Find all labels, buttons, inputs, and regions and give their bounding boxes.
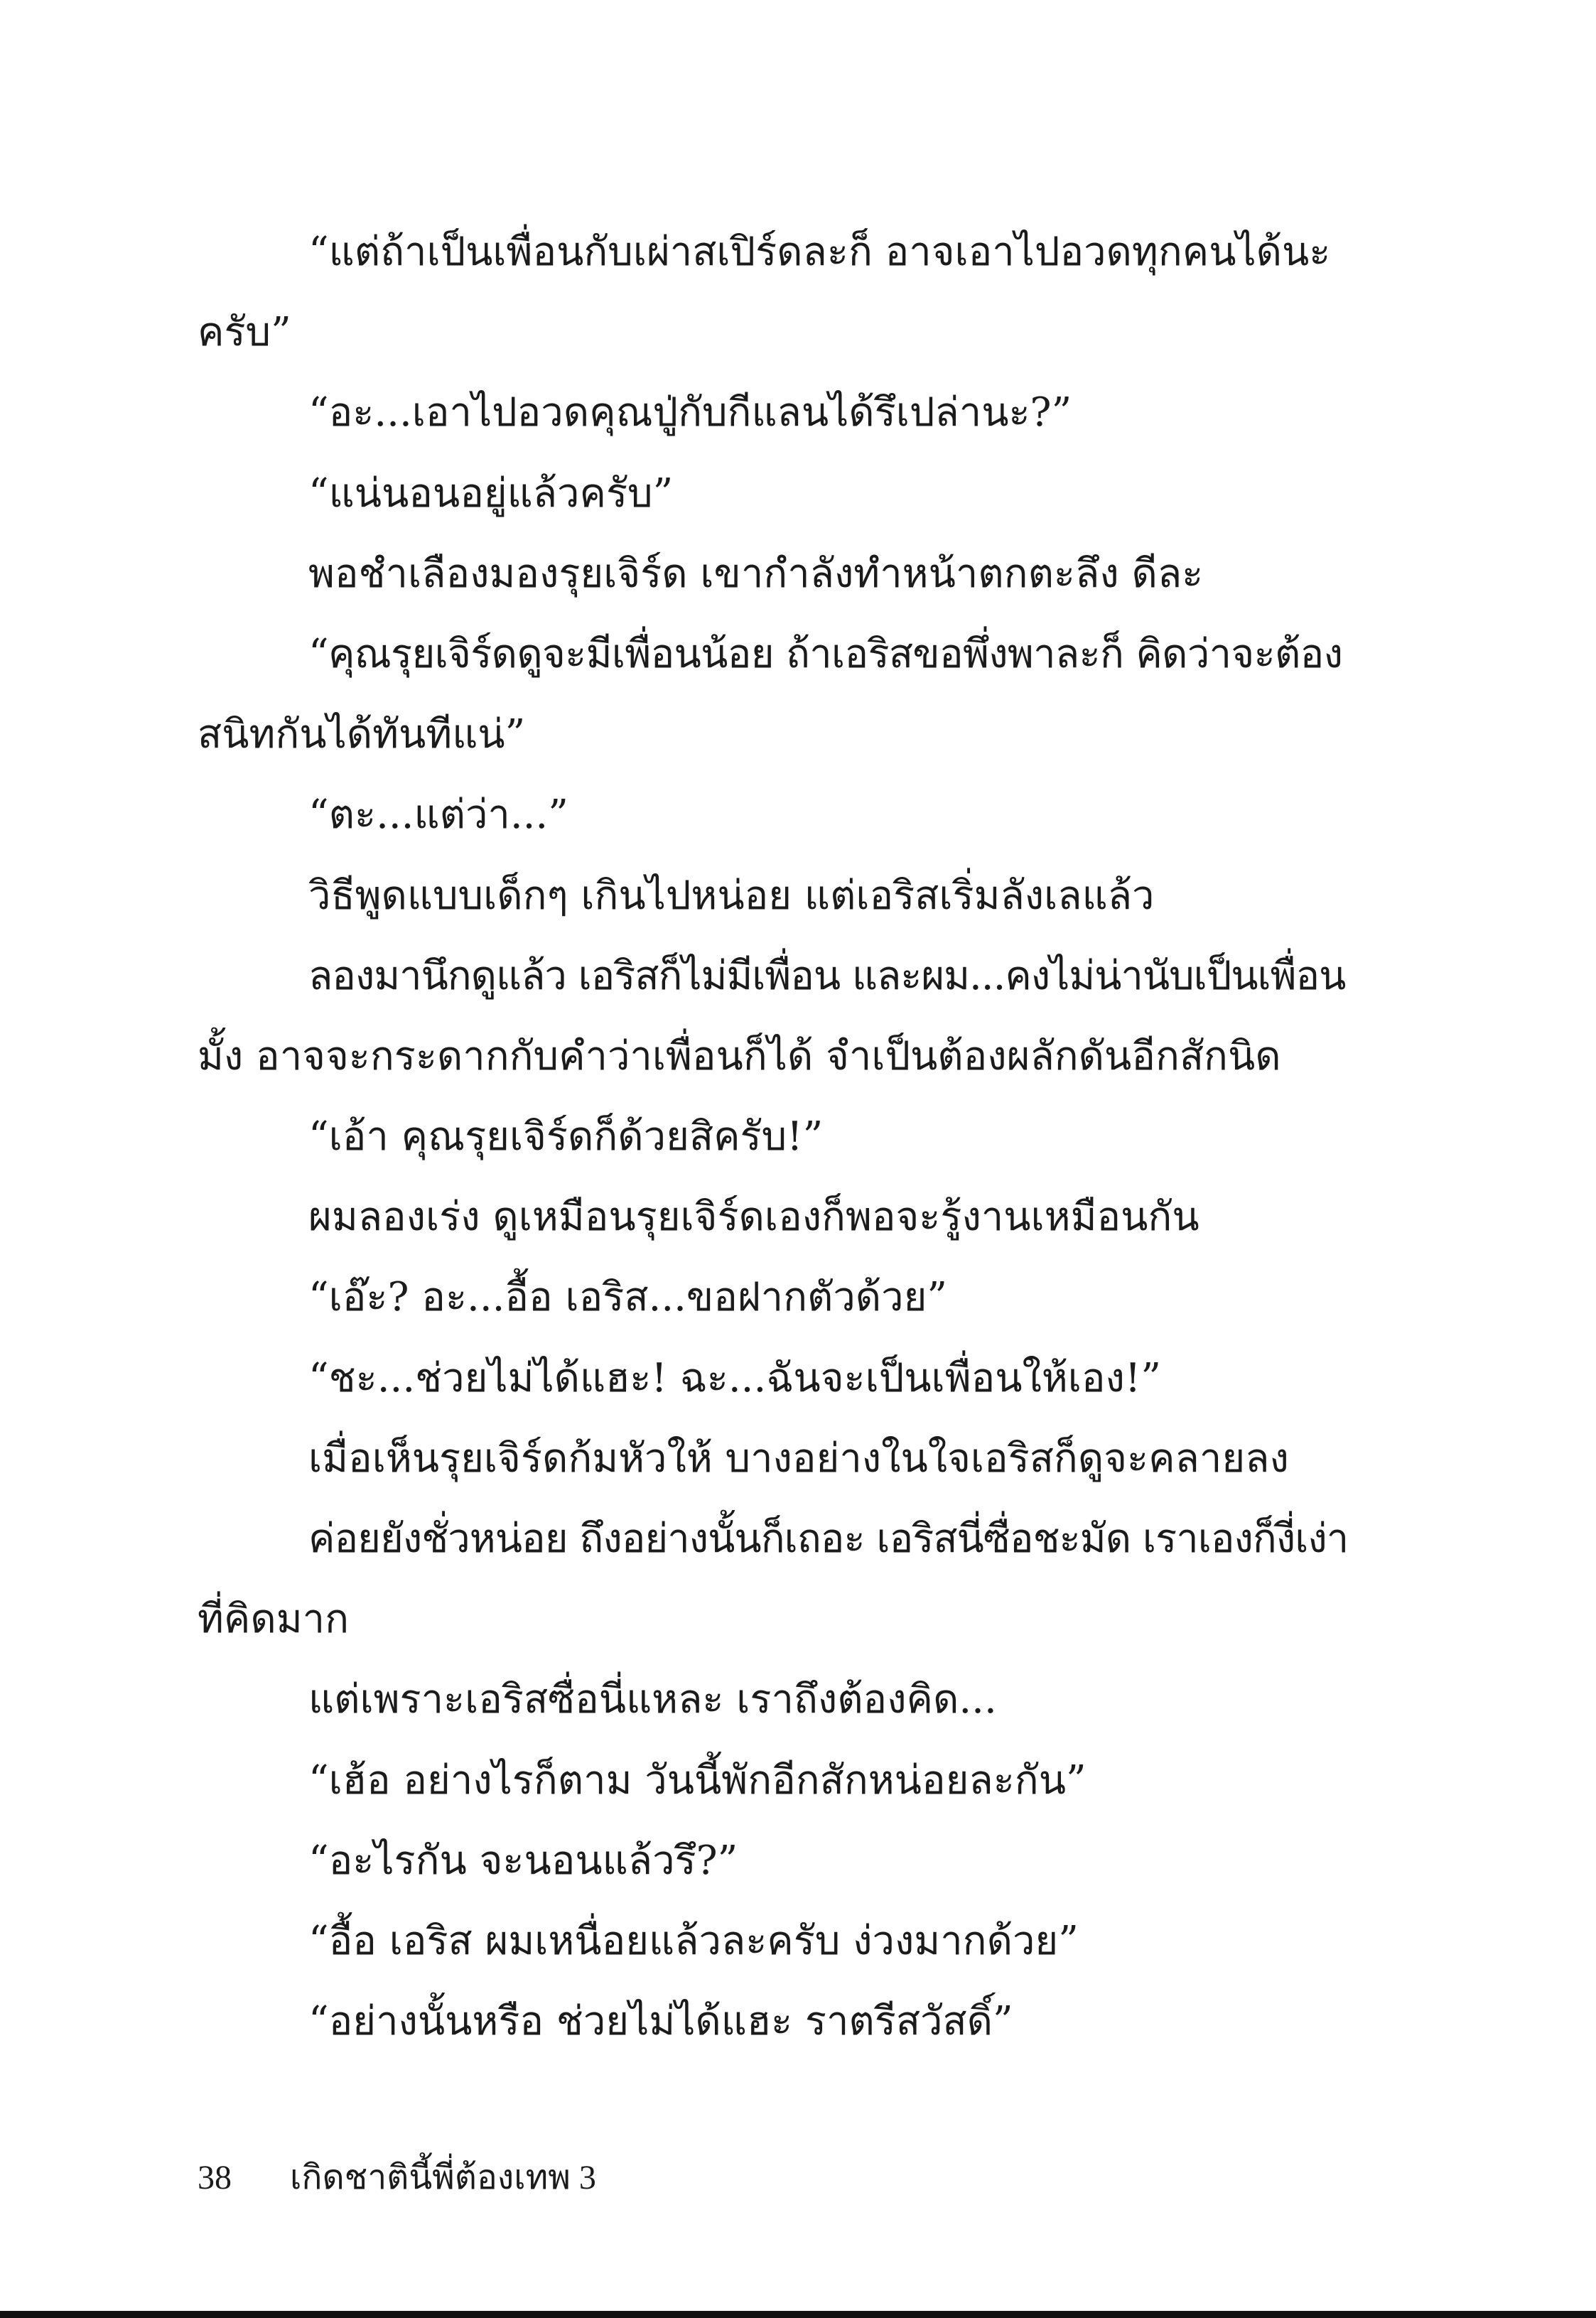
text-line: “อะ...เอาไปอวดคุณปู่กับกีแลนได้รึเปล่านะ?” [308, 389, 1072, 436]
text-line: “เฮ้อ อย่างไรก็ตาม วันนี้พักอีกสักหน่อยละกัน” [308, 1757, 1087, 1804]
text-line: “อื้อ เอริส ผมเหนื่อยแล้วละครับ ง่วงมากด้วย” [308, 1917, 1079, 1964]
text-line: ผมลองเร่ง ดูเหมือนรุยเจิร์ดเองก็พอจะรู้งานเหมือนกัน [308, 1194, 1199, 1241]
text-line: แต่เพราะเอริสซื่อนี่แหละ เราถึงต้องคิด... [308, 1676, 997, 1723]
text-line: ค่อยยังชั่วหน่อย ถึงอย่างนั้นก็เถอะ เอริสนี่ซื่อชะมัด เราเองก็งี่เง่า [308, 1516, 1349, 1562]
text-line: “แต่ถ้าเป็นเพื่อนกับเผ่าสเปิร์ดละก็ อาจเอาไปอวดทุกคนได้นะ [308, 229, 1331, 275]
text-line: มั้ง อาจจะกระดากกับคำว่าเพื่อนก็ได้ จำเป็นต้องผลักดันอีกสักนิด [198, 1033, 1281, 1079]
text-line: “ชะ...ช่วยไม่ได้แฮะ! ฉะ...ฉันจะเป็นเพื่อนให้เอง!” [308, 1354, 1162, 1401]
body-text [198, 212, 1349, 2061]
text-line: “เอ้า คุณรุยเจิร์ดก็ด้วยสิครับ!” [308, 1114, 824, 1160]
text-line: “แน่นอนอยู่แล้วครับ” [308, 470, 674, 517]
text-line: เมื่อเห็นรุยเจิร์ดก้มหัวให้ บางอย่างในใจเอริสก็ดูจะคลายลง [308, 1435, 1289, 1482]
text-line: “เอ๊ะ? อะ...อื้อ เอริส...ขอฝากตัวด้วย” [308, 1274, 948, 1321]
page-number: 38 [198, 2159, 232, 2196]
running-title: เกิดชาตินี้พี่ต้องเทพ 3 [290, 2159, 596, 2196]
text-line: สนิทกันได้ทันทีแน่” [198, 711, 526, 758]
text-line: “คุณรุยเจิร์ดดูจะมีเพื่อนน้อย ถ้าเอริสขอพึ่งพาละก็ คิดว่าจะต้อง [308, 630, 1343, 677]
text-line: พอชำเลืองมองรุยเจิร์ด เขากำลังทำหน้าตกตะลึง ดีละ [308, 550, 1204, 597]
text-line: ลองมานึกดูแล้ว เอริสก็ไม่มีเพื่อน และผม...คงไม่น่านับเป็นเพื่อน [308, 952, 1346, 999]
text-line: ที่คิดมาก [198, 1596, 350, 1643]
bottom-edge-rule [0, 2311, 1596, 2318]
text-line: วิธีพูดแบบเด็กๆ เกินไปหน่อย แต่เอริสเริ่มลังเลแล้ว [308, 872, 1155, 919]
text-line: ครับ” [198, 309, 291, 356]
text-line: “ตะ...แต่ว่า...” [308, 792, 568, 839]
page-footer [198, 2157, 596, 2199]
text-line: “อะไรกัน จะนอนแล้วรึ?” [308, 1837, 738, 1884]
text-line: “อย่างนั้นหรือ ช่วยไม่ได้แฮะ ราตรีสวัสดิ์” [308, 1998, 1013, 2045]
